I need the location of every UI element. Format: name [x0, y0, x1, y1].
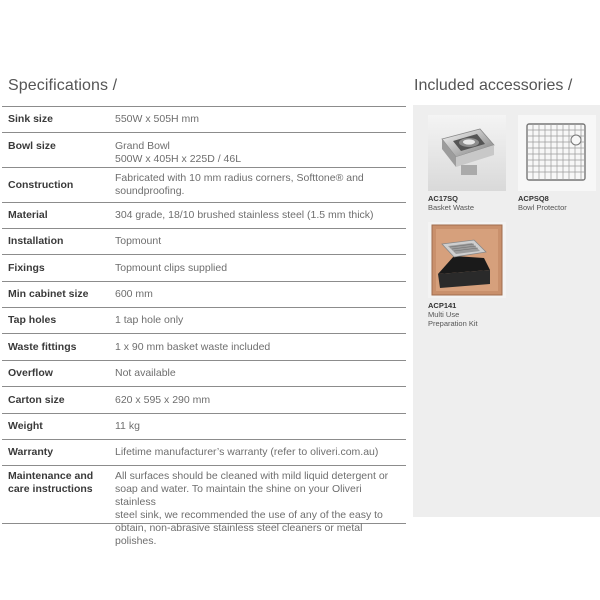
accessory-name: Basket Waste [428, 203, 474, 212]
spec-value-line: obtain, non-abrasive stainless steel cleaners or metal polishes. [115, 522, 363, 547]
spec-value: Topmount clips supplied [115, 261, 228, 274]
spec-row-waste-fittings [2, 334, 406, 361]
spec-value: 550W x 505H mm [115, 113, 200, 125]
spec-row-maintenance [2, 466, 406, 547]
spec-value-line: 500W x 405H x 225D / 46L [115, 153, 242, 165]
specifications-table [2, 106, 406, 547]
spec-value: 600 mm [115, 288, 153, 300]
accessory-code: ACP141 [428, 301, 457, 310]
spec-row-tap-holes [2, 308, 406, 334]
spec-row-min-cabinet-size [2, 282, 406, 308]
accessory-basket-waste [428, 115, 506, 212]
spec-value: 11 kg [115, 420, 140, 432]
accessory-name-line: Preparation Kit [428, 319, 478, 328]
spec-value-line: soap and water. To maintain the shine on your Oliveri stainless [115, 483, 362, 508]
spec-row-bowl-size [2, 133, 406, 168]
basket-waste-image [428, 115, 506, 191]
spec-value: 1 x 90 mm basket waste included [115, 340, 271, 353]
spec-label: Weight [8, 420, 43, 432]
accessory-code: ACPSQ8 [518, 194, 549, 203]
spec-label: Warranty [8, 446, 54, 458]
accessory-bowl-protector [518, 115, 596, 212]
accessory-preparation-kit [428, 222, 506, 328]
spec-row-sink-size [2, 107, 406, 133]
spec-label: Material [8, 209, 48, 221]
spec-label: Bowl size [8, 140, 56, 152]
spec-value-line: Grand Bowl [115, 140, 170, 152]
spec-value-line: All surfaces should be cleaned with mild liquid detergent or [115, 470, 389, 482]
spec-label-line: care instructions [8, 483, 93, 495]
specifications-title: Specifications / [8, 77, 118, 94]
spec-value [115, 172, 368, 198]
spec-label: Sink size [8, 113, 53, 125]
accessory-code: AC17SQ [428, 194, 459, 203]
accessories-title: Included accessories / [414, 77, 573, 94]
spec-value-line: soundproofing. [115, 185, 185, 197]
spec-label [2, 470, 115, 496]
spec-value: Topmount [115, 235, 162, 247]
spec-row-weight [2, 414, 406, 440]
accessory-name-line: Multi Use [428, 310, 460, 319]
spec-value: Not available [115, 367, 176, 379]
spec-value: Lifetime manufacturer’s warranty (refer to oliveri.com.au) [115, 446, 379, 458]
spec-row-fixings [2, 255, 406, 282]
spec-value-line: Fabricated with 10 mm radius corners, Softtone® and [115, 172, 364, 184]
spec-label: Min cabinet size [8, 288, 89, 300]
spec-label: Construction [8, 178, 74, 191]
spec-label: Waste fittings [8, 340, 77, 353]
spec-label-line: Maintenance and [8, 470, 94, 482]
bowl-protector-image [518, 115, 596, 191]
preparation-kit-image [428, 222, 506, 298]
spec-label: Fixings [8, 261, 45, 274]
spec-label: Installation [8, 235, 64, 247]
spec-value: 304 grade, 18/10 brushed stainless steel (1.5 mm thick) [115, 209, 374, 221]
accessory-name: Bowl Protector [518, 203, 567, 212]
spec-label: Overflow [8, 367, 53, 379]
spec-label: Carton size [8, 393, 65, 406]
spec-row-overflow [2, 361, 406, 387]
spec-value: 620 x 595 x 290 mm [115, 393, 211, 406]
spec-value: 1 tap hole only [115, 314, 184, 326]
spec-value-line: steel sink, we recommended the use of any of the easy to [115, 509, 383, 521]
spec-row-construction [2, 168, 406, 203]
spec-value [115, 470, 406, 548]
spec-value [115, 140, 245, 166]
spec-row-material [2, 203, 406, 229]
spec-label: Tap holes [8, 314, 57, 326]
spec-row-warranty [2, 440, 406, 466]
spec-row-installation [2, 229, 406, 255]
spec-row-carton-size [2, 387, 406, 414]
